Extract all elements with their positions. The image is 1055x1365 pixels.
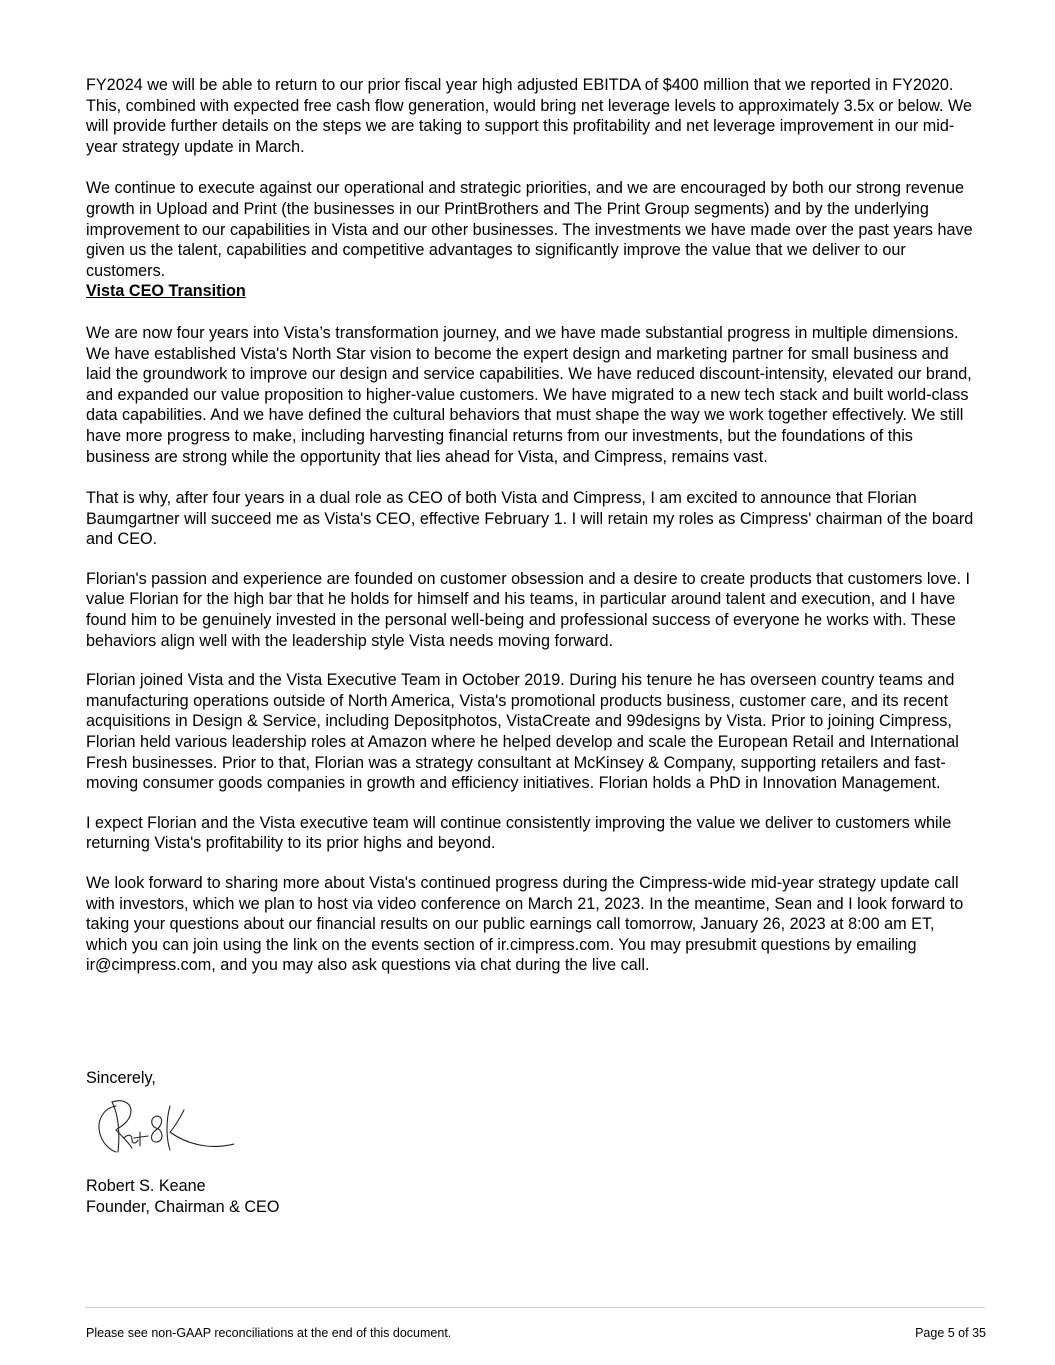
section-heading: Vista CEO Transition xyxy=(86,282,246,301)
closing-salutation: Sincerely, xyxy=(86,1069,156,1087)
letter-body xyxy=(86,75,976,976)
signer-title: Founder, Chairman & CEO xyxy=(86,1197,280,1216)
footer-divider xyxy=(86,1307,985,1308)
paragraph-transformation-journey: We are now four years into Vista’s transformation journey, and we have made substantial progress in multiple dimensions. We have established Vista's North Star vision to become the expert design and marketing partner for small business and laid the groundwork to improve our design and service capabilities. We have reduced discount-intensity, elevated our brand, and expanded our value proposition to higher-value customers. We have migrated to a new tech stack and built world-class data capabilities. And we have defined the cultural behaviors that must shape the way we work together effectively. We still have more progress to make, including harvesting financial returns from our investments, but the foundations of this business are strong while the opportunity that lies ahead for Vista, and Cimpress, remains vast. xyxy=(86,323,972,466)
paragraph-operational-priorities: We continue to execute against our operational and strategic priorities, and we are encouraged by both our strong revenue growth in Upload and Print (the businesses in our PrintBrothers and The Print Group segments) and by the underlying improvement to our capabilities in Vista and our other businesses. The investments we have made over the past years have given us the talent, capabilities and competitive advantages to significantly improve the value that we deliver to our customers. xyxy=(86,179,973,280)
paragraph-strategy-update: We look forward to sharing more about Vista's continued progress during the Cimpress-wide mid-year strategy update call with investors, which we plan to host via video conference on March 21, 2023. In the meantime, Sean and I look forward to taking your questions about our financial results on our public earnings call tomorrow, January 26, 2023 at 8:00 am ET, which you can join using the link on the events section of ir.cimpress.com. You may presubmit questions by emailing ir@cimpress.com, and you may also ask questions via chat during the live call. xyxy=(86,874,964,975)
paragraph-ceo-announcement: That is why, after four years in a dual role as CEO of both Vista and Cimpress, I am excited to announce that Florian Baumgartner will succeed me as Vista's CEO, effective February 1. I will retain my roles as Cimpress' chairman of the board and CEO. xyxy=(86,489,974,549)
signer-block xyxy=(86,1176,279,1217)
paragraph-florian-background: Florian joined Vista and the Vista Executive Team in October 2019. During his tenure he has overseen country teams and manufacturing operations outside of North America, Vista's promotional products business, customer care, and its recent acquisitions in Design & Service, including Depositphotos, VistaCreate and 99designs by Vista. Prior to joining Cimpress, Florian held various leadership roles at Amazon where he helped develop and scale the European Retail and International Fresh businesses. Prior to that, Florian was a strategy consultant at McKinsey & Company, supporting retailers and fast-moving consumer goods companies in growth and efficiency initiatives. Florian holds a PhD in Innovation Management. xyxy=(86,671,959,793)
signature-image xyxy=(94,1094,234,1162)
footer-note: Please see non-GAAP reconciliations at the end of this document. xyxy=(86,1326,452,1340)
page-number: Page 5 of 35 xyxy=(915,1326,986,1340)
paragraph-ebitda-outlook: FY2024 we will be able to return to our prior fiscal year high adjusted EBITDA of $400 million that we reported in FY2020. This, combined with expected free cash flow generation, would bring net leverage levels to approximately 3.5x or below. We will provide further details on the steps we are taking to support this profitability and net leverage improvement in our mid-year strategy update in March. xyxy=(86,76,972,156)
paragraph-florian-values: Florian's passion and experience are founded on customer obsession and a desire to create products that customers love. I value Florian for the high bar that he holds for himself and his teams, in particular around talent and execution, and I have found him to be genuinely invested in the personal well-being and professional success of everyone he works with. These behaviors align well with the leadership style Vista needs moving forward. xyxy=(86,569,971,650)
signer-name: Robert S. Keane xyxy=(86,1177,206,1195)
paragraph-expectations: I expect Florian and the Vista executive team will continue consistently improving the value we deliver to customers while returning Vista's profitability to its prior highs and beyond. xyxy=(86,813,952,853)
